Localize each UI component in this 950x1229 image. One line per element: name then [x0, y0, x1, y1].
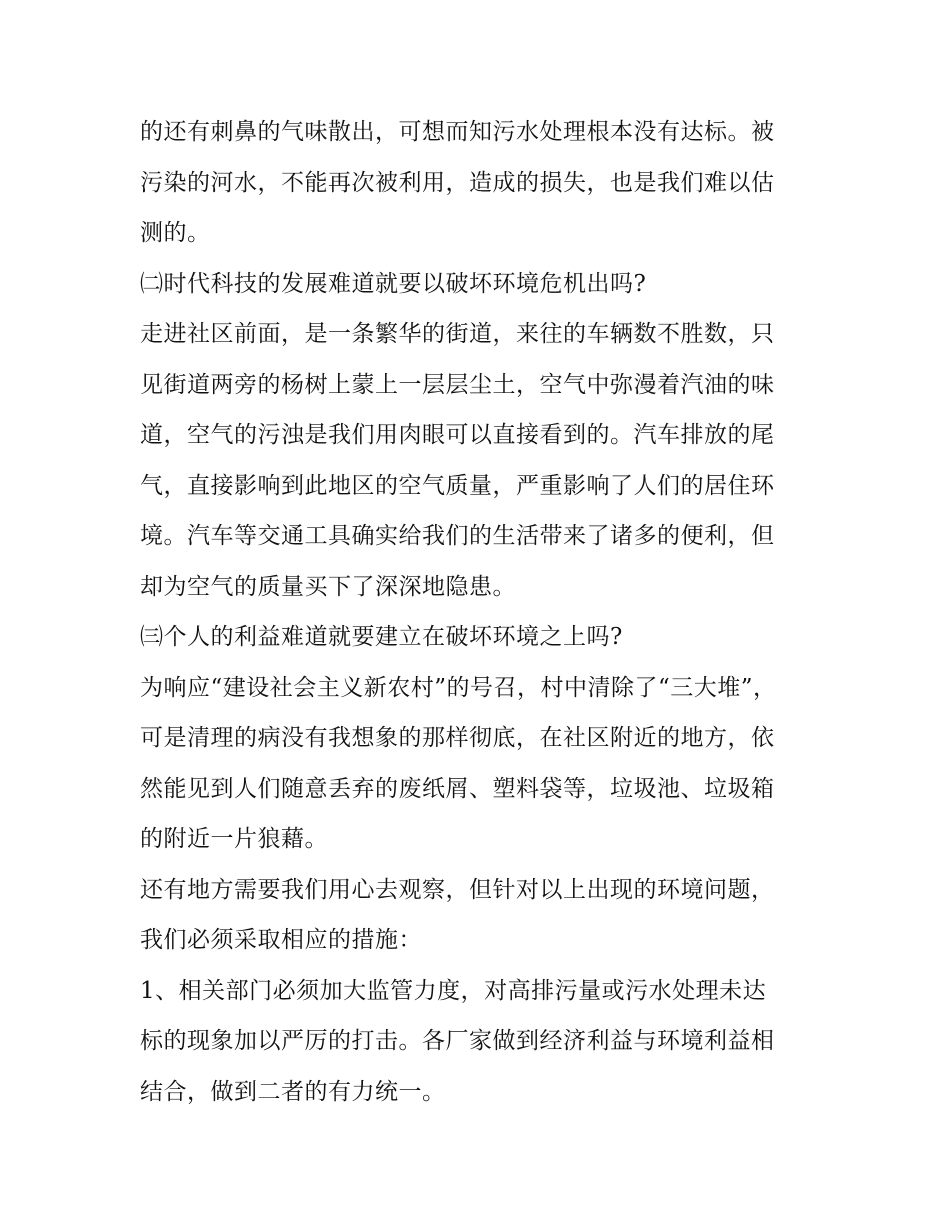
text-line: 境。汽车等交通工具确实给我们的生活带来了诸多的便利，但 [140, 523, 775, 549]
text-line: 标的现象加以严厉的打击。各厂家做到经济利益与环境利益相 [140, 1028, 775, 1054]
text-line: 还有地方需要我们用心去观察，但针对以上出现的环境问题， [140, 876, 775, 903]
text-line: 的还有刺鼻的气味散出，可想而知污水处理根本没有达标。被 [140, 119, 775, 145]
text-line: 走进社区前面，是一条繁华的街道，来往的车辆数不胜数，只 [140, 321, 775, 347]
section-heading-2: ㈡时代科技的发展难道就要以破坏环境危机出吗? [140, 270, 647, 297]
text-line: 的附近一片狼藉。 [140, 826, 328, 852]
document-body [140, 107, 812, 1117]
text-line: 我们必须采取相应的措施： [140, 927, 422, 953]
text-line: 污染的河水，不能再次被利用，造成的损失，也是我们难以估 [140, 169, 775, 196]
list-item-1: 1、相关部门必须加大监管力度，对高排污量或污水处理未达 [140, 977, 767, 1004]
text-line: 测的。 [140, 220, 211, 246]
section-heading-3: ㈢个人的利益难道就要建立在破坏环境之上吗? [140, 624, 623, 650]
text-line: 见街道两旁的杨树上蒙上一层层尘土，空气中弥漫着汽油的味 [140, 371, 775, 398]
text-line: 然能见到人们随意丢弃的废纸屑、塑料袋等，垃圾池、垃圾箱 [140, 775, 775, 802]
text-line: 为响应“建设社会主义新农村”的号召，村中清除了“三大堆”， [140, 674, 777, 701]
text-line: 却为空气的质量买下了深深地隐患。 [140, 573, 516, 600]
text-line: 道，空气的污浊是我们用肉眼可以直接看到的。汽车排放的尾 [140, 422, 775, 448]
text-line: 结合，做到二者的有力统一。 [140, 1078, 446, 1105]
text-line: 可是清理的病没有我想象的那样彻底，在社区附近的地方，依 [140, 725, 775, 751]
text-line: 气，直接影响到此地区的空气质量，严重影响了人们的居住环 [140, 472, 775, 499]
